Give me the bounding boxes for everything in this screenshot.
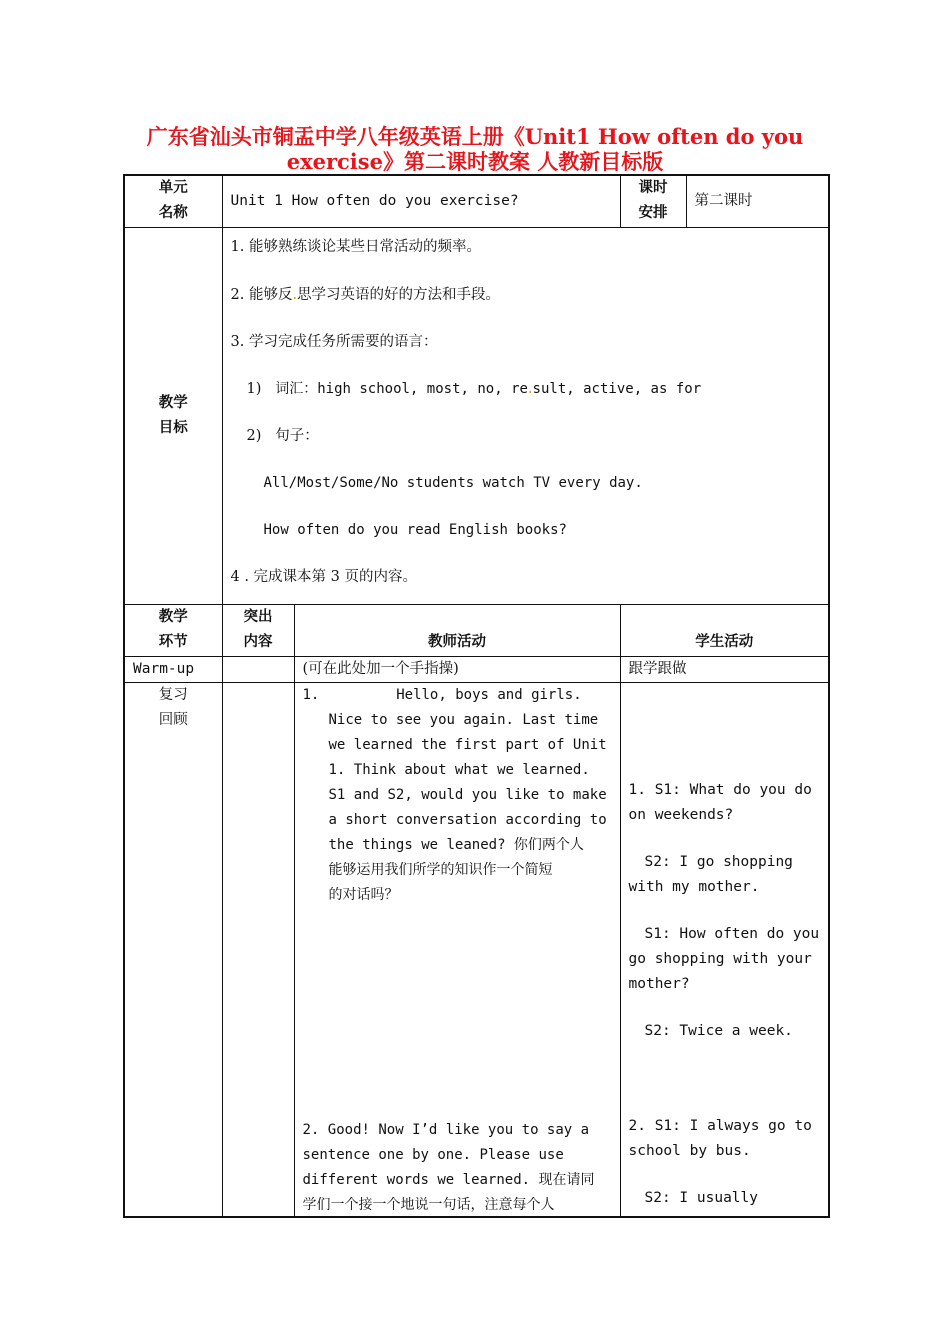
unit-label-cell	[124, 175, 222, 227]
activity-header-row	[124, 604, 829, 656]
warmup-teacher-cell	[294, 656, 620, 682]
unit-label-2: 名称	[158, 205, 188, 222]
s2-line-1: 2. S1: I always go to	[628, 1117, 812, 1134]
warmup-stage-cell	[124, 656, 222, 682]
s1-line-2: on weekends?	[628, 806, 734, 823]
objective-1: 1. 能够熟练谈论某些日常活动的频率。	[230, 238, 481, 255]
t1-line-2: Nice to see you again. Last time	[328, 711, 599, 728]
warmup-row	[124, 656, 829, 682]
stage-header	[124, 604, 222, 656]
sentence-1: All/Most/Some/No students watch TV every day.	[263, 474, 643, 491]
s1-line-6: go shopping with your	[628, 950, 812, 967]
objective-4: 4 . 完成课本第 3 页的内容。	[230, 568, 417, 585]
objective-sentences	[231, 416, 821, 463]
vocab-num: 1)	[246, 380, 262, 397]
student-header-label: 学生活动	[695, 633, 754, 650]
t2-line-3: different words we learned. 现在请同	[302, 1171, 595, 1188]
objectives-content-cell	[222, 227, 829, 604]
student-activity-1	[629, 778, 823, 1044]
objective-2-a: 2. 能够反	[230, 286, 293, 303]
warmup-student-cell	[620, 656, 829, 682]
unit-name: Unit 1 How often do you exercise?	[230, 192, 519, 209]
review-student-cell	[620, 682, 829, 1217]
title-line-2: exercise》第二课时教案 人教新目标版	[286, 149, 664, 174]
unit-name-cell	[222, 175, 620, 227]
focus-header-2: 内容	[243, 634, 273, 650]
period-label-2: 安排	[638, 205, 668, 222]
t1-line-3-b: nit	[581, 736, 607, 753]
review-focus-cell	[222, 682, 294, 1217]
s1-line-3: S2: I go shopping	[644, 853, 793, 870]
student-activity-2	[629, 1114, 823, 1211]
stage-header-2: 环节	[158, 634, 188, 650]
objectives-label-2: 目标	[158, 419, 188, 436]
warmup-focus-cell	[222, 656, 294, 682]
review-stage-cell	[124, 682, 222, 1217]
objectives-row	[124, 227, 829, 604]
focus-header-1: 突出	[243, 609, 273, 625]
t1-line-4: 1. Think about what we learned.	[328, 761, 590, 778]
objectives-label-1: 教学	[158, 394, 188, 411]
warmup-student: 跟学跟做	[628, 660, 687, 677]
t1-num: 1.	[302, 686, 320, 703]
sent-label: 句子：	[275, 427, 319, 444]
warmup-teacher: (可在此处加一个手指操)	[302, 660, 459, 677]
objective-2	[231, 275, 821, 322]
unit-row	[124, 175, 829, 227]
t1-line-8: 能够运用我们所学的知识作一个简短	[328, 861, 553, 878]
teacher-header	[294, 604, 620, 656]
teacher-activity-2	[303, 1118, 614, 1218]
objective-vocab	[231, 369, 821, 416]
sent-num: 2)	[246, 427, 262, 444]
warmup-stage: Warm-up	[133, 660, 195, 677]
mark-dot: .	[527, 380, 533, 397]
review-teacher-cell	[294, 682, 620, 1217]
s1-line-8: S2: Twice a week.	[644, 1022, 793, 1039]
s2-line-2: school by bus.	[628, 1142, 751, 1159]
t1-line-1: Hello, boys and girls.	[396, 686, 582, 703]
period-value: 第二课时	[694, 192, 753, 209]
mark-dot: .	[292, 286, 298, 303]
t1-line-3	[303, 733, 612, 758]
objectives-label-cell	[124, 227, 222, 604]
document-title	[110, 124, 840, 174]
s1-line-7: mother?	[628, 975, 690, 992]
s1-line-4: with my mother.	[628, 878, 760, 895]
t1-line-6: a short conversation according to	[328, 811, 607, 828]
student-header	[620, 604, 829, 656]
focus-header	[222, 604, 294, 656]
period-label-cell	[620, 175, 686, 227]
vocab-b: sult, active, as for	[532, 380, 702, 397]
review-row	[124, 682, 829, 1217]
t1-line-7: the things we leaned? 你们两个人	[328, 836, 584, 853]
t2-line-1: 2. Good! Now I’d like you to say a	[302, 1121, 590, 1138]
s1-line-5: S1: How often do you	[644, 925, 820, 942]
t2-line-2: sentence one by one. Please use	[302, 1146, 564, 1163]
title-line-1: 广东省汕头市铜盂中学八年级英语上册《Unit1 How often do you	[146, 124, 804, 149]
vocab-a: 词汇：high school, most, no, re	[275, 380, 528, 397]
t1-line-5: S1 and S2, would you like to make	[328, 786, 607, 803]
t2-line-4: 学们一个接一个地说一句话，注意每个人	[302, 1196, 555, 1213]
teacher-activity-1	[303, 683, 612, 908]
lesson-plan-table	[123, 174, 830, 1218]
period-value-cell	[686, 175, 829, 227]
review-stage-1: 复习	[158, 686, 188, 703]
review-stage-2: 回顾	[158, 711, 188, 728]
stage-header-1: 教学	[158, 609, 188, 625]
period-label-1: 课时	[638, 180, 668, 197]
s1-line-1: 1. S1: What do you do	[628, 781, 812, 798]
unit-label-1: 单元	[158, 180, 188, 197]
teacher-header-label: 教师活动	[428, 633, 486, 650]
t1-line-9: 的对话吗？	[328, 886, 399, 903]
objective-2-b: 思学习英语的好的方法和手段。	[297, 286, 501, 303]
objective-3: 3. 学习完成任务所需要的语言：	[230, 333, 438, 350]
t1-line-3-a: we learned the first part of U	[328, 736, 582, 753]
s2-line-3: S2: I usually	[644, 1189, 758, 1206]
sentence-2: How often do you read English books?	[263, 521, 567, 538]
